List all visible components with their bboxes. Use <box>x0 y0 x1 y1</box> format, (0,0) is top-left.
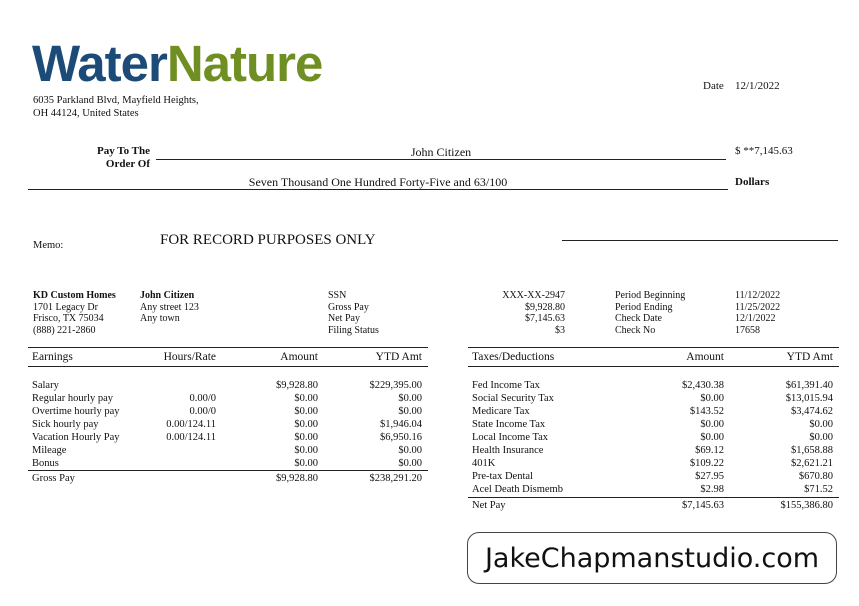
earnings-total-label: Gross Pay <box>32 473 75 484</box>
deduction-type: Fed Income Tax <box>472 380 540 391</box>
table-row <box>468 406 839 419</box>
deduction-type: Health Insurance <box>472 445 544 456</box>
amount: $27.95 <box>695 471 724 482</box>
hours-rate: 0.00/124.11 <box>166 432 216 443</box>
gross-pay-row <box>28 473 428 486</box>
amount: $0.00 <box>294 419 318 430</box>
deduction-type: Acel Death Dismemb <box>472 484 563 495</box>
check-date-value: 12/1/2022 <box>735 313 776 324</box>
ytd-amount: $0.00 <box>398 458 422 469</box>
table-row <box>468 380 839 393</box>
ytd-amount: $61,391.40 <box>785 380 833 391</box>
signature-line <box>562 240 838 241</box>
filing-status-label: Filing Status <box>328 324 379 336</box>
employer-info <box>33 290 116 336</box>
info-labels <box>328 290 379 336</box>
address-line-2: OH 44124, United States <box>33 108 139 119</box>
taxes-total-ytd: $155,386.80 <box>780 500 833 511</box>
taxes-total-label: Net Pay <box>472 500 506 511</box>
info-values <box>460 290 565 336</box>
earnings-header-row <box>28 351 428 364</box>
hours-rate: 0.00/124.11 <box>166 419 216 430</box>
earning-type: Overtime hourly pay <box>32 406 120 417</box>
check-amount: $ **7,145.63 <box>735 145 793 157</box>
employer-address-1: 1701 Legacy Dr <box>33 301 98 313</box>
check-date-label: Check Date <box>615 313 662 324</box>
period-ending-label: Period Ending <box>615 301 673 313</box>
employee-address-2: Any town <box>140 313 180 324</box>
taxes-amount-header: Amount <box>686 351 724 363</box>
earnings-header: Earnings <box>32 351 73 363</box>
gross-pay-value: $9,928.80 <box>525 301 565 313</box>
table-row <box>28 445 428 458</box>
hours-rate: 0.00/0 <box>189 406 216 417</box>
dollars-label: Dollars <box>735 176 770 188</box>
deduction-type: Local Income Tax <box>472 432 549 443</box>
amount: $0.00 <box>700 393 724 404</box>
table-row <box>468 393 839 406</box>
amount: $0.00 <box>294 406 318 417</box>
earnings-total-amount: $9,928.80 <box>276 473 318 484</box>
pay-to-label: Pay To The Order Of <box>97 145 150 170</box>
table-row <box>28 432 428 445</box>
table-row <box>28 380 428 393</box>
ssn-value: XXX-XX-2947 <box>502 290 565 301</box>
ytd-amount: $1,946.04 <box>380 419 422 430</box>
ytd-amount: $13,015.94 <box>785 393 833 404</box>
amount-header: Amount <box>280 351 318 363</box>
taxes-header: Taxes/Deductions <box>472 351 555 363</box>
amount: $0.00 <box>700 432 724 443</box>
ytd-amount: $3,474.62 <box>791 406 833 417</box>
ssn-label: SSN <box>328 290 347 301</box>
employee-name: John Citizen <box>140 290 195 301</box>
amount: $9,928.80 <box>276 380 318 391</box>
amount-words-line <box>28 189 728 190</box>
table-row <box>468 458 839 471</box>
earnings-table <box>28 347 428 487</box>
table-row <box>28 419 428 432</box>
employer-name: KD Custom Homes <box>33 290 116 301</box>
amount: $143.52 <box>689 406 724 417</box>
ytd-amount: $670.80 <box>798 471 833 482</box>
employee-address-1: Any street 123 <box>140 301 199 313</box>
earning-type: Sick hourly pay <box>32 419 99 430</box>
deduction-type: Medicare Tax <box>472 406 530 417</box>
period-labels <box>615 290 685 336</box>
employee-info <box>140 290 199 325</box>
ytd-amount: $0.00 <box>809 432 833 443</box>
address-line-1: 6035 Parkland Blvd, Mayfield Heights, <box>33 95 199 106</box>
payee-line <box>156 159 726 160</box>
filing-status-value: $3 <box>555 324 565 336</box>
period-values <box>735 290 780 336</box>
earning-type: Salary <box>32 380 59 391</box>
amount: $0.00 <box>294 445 318 456</box>
taxes-total-amount: $7,145.63 <box>682 500 724 511</box>
hours-rate: 0.00/0 <box>189 393 216 404</box>
table-row <box>468 484 839 497</box>
company-logo: WaterNature <box>32 35 323 92</box>
table-row <box>468 419 839 432</box>
net-pay-label: Net Pay <box>328 313 360 324</box>
check-no-label: Check No <box>615 324 656 336</box>
check-no-value: 17658 <box>735 324 760 336</box>
amount: $0.00 <box>294 458 318 469</box>
ytd-amount: $2,621.21 <box>791 458 833 469</box>
table-row <box>28 393 428 406</box>
table-row <box>468 471 839 484</box>
earning-type: Vacation Hourly Pay <box>32 432 120 443</box>
deduction-type: State Income Tax <box>472 419 546 430</box>
taxes-ytd-header: YTD Amt <box>786 351 833 363</box>
payee-name: John Citizen <box>410 145 472 159</box>
amount: $0.00 <box>294 432 318 443</box>
date-value: 12/1/2022 <box>735 80 780 92</box>
memo-label: Memo: <box>33 240 64 251</box>
taxes-header-row <box>468 351 839 364</box>
ytd-amount: $0.00 <box>398 445 422 456</box>
table-row <box>28 406 428 419</box>
amount: $2,430.38 <box>682 380 724 391</box>
table-row <box>468 432 839 445</box>
date-label: Date <box>703 80 724 92</box>
period-beginning-value: 11/12/2022 <box>735 290 781 301</box>
earning-type: Bonus <box>32 458 59 469</box>
period-beginning-label: Period Beginning <box>615 290 686 301</box>
amount: $109.22 <box>689 458 724 469</box>
hours-rate-header: Hours/Rate <box>163 351 216 363</box>
memo-text: FOR RECORD PURPOSES ONLY <box>160 232 376 248</box>
amount: $0.00 <box>700 419 724 430</box>
ytd-amount: $0.00 <box>809 419 833 430</box>
watermark-banner: JakeChapmanstudio.com <box>467 532 837 584</box>
earning-type: Regular hourly pay <box>32 393 114 404</box>
employer-address-2: Frisco, TX 75034 <box>33 313 104 324</box>
net-pay-row <box>468 500 839 513</box>
company-address <box>33 94 199 120</box>
gross-pay-label: Gross Pay <box>328 301 369 313</box>
ytd-amount: $0.00 <box>398 406 422 417</box>
amount: $69.12 <box>695 445 724 456</box>
earnings-total-ytd: $238,291.20 <box>369 473 422 484</box>
deduction-type: Pre-tax Dental <box>472 471 533 482</box>
ytd-amount: $6,950.16 <box>380 432 422 443</box>
amount: $2.98 <box>700 484 724 495</box>
period-ending-value: 11/25/2022 <box>735 301 781 313</box>
table-row <box>468 445 839 458</box>
taxes-table <box>468 347 839 517</box>
deduction-type: 401K <box>472 458 496 469</box>
amount: $0.00 <box>294 393 318 404</box>
ytd-amount: $229,395.00 <box>369 380 422 391</box>
amount-in-words: Seven Thousand One Hundred Forty-Five and 63/100 <box>248 175 508 189</box>
ytd-amount: $1,658.88 <box>791 445 833 456</box>
ytd-amount: $0.00 <box>398 393 422 404</box>
ytd-amount: $71.52 <box>804 484 833 495</box>
net-pay-value: $7,145.63 <box>525 313 565 324</box>
earning-type: Mileage <box>32 445 67 456</box>
ytd-header: YTD Amt <box>375 351 422 363</box>
employer-phone: (888) 221-2860 <box>33 324 96 336</box>
deduction-type: Social Security Tax <box>472 393 554 404</box>
